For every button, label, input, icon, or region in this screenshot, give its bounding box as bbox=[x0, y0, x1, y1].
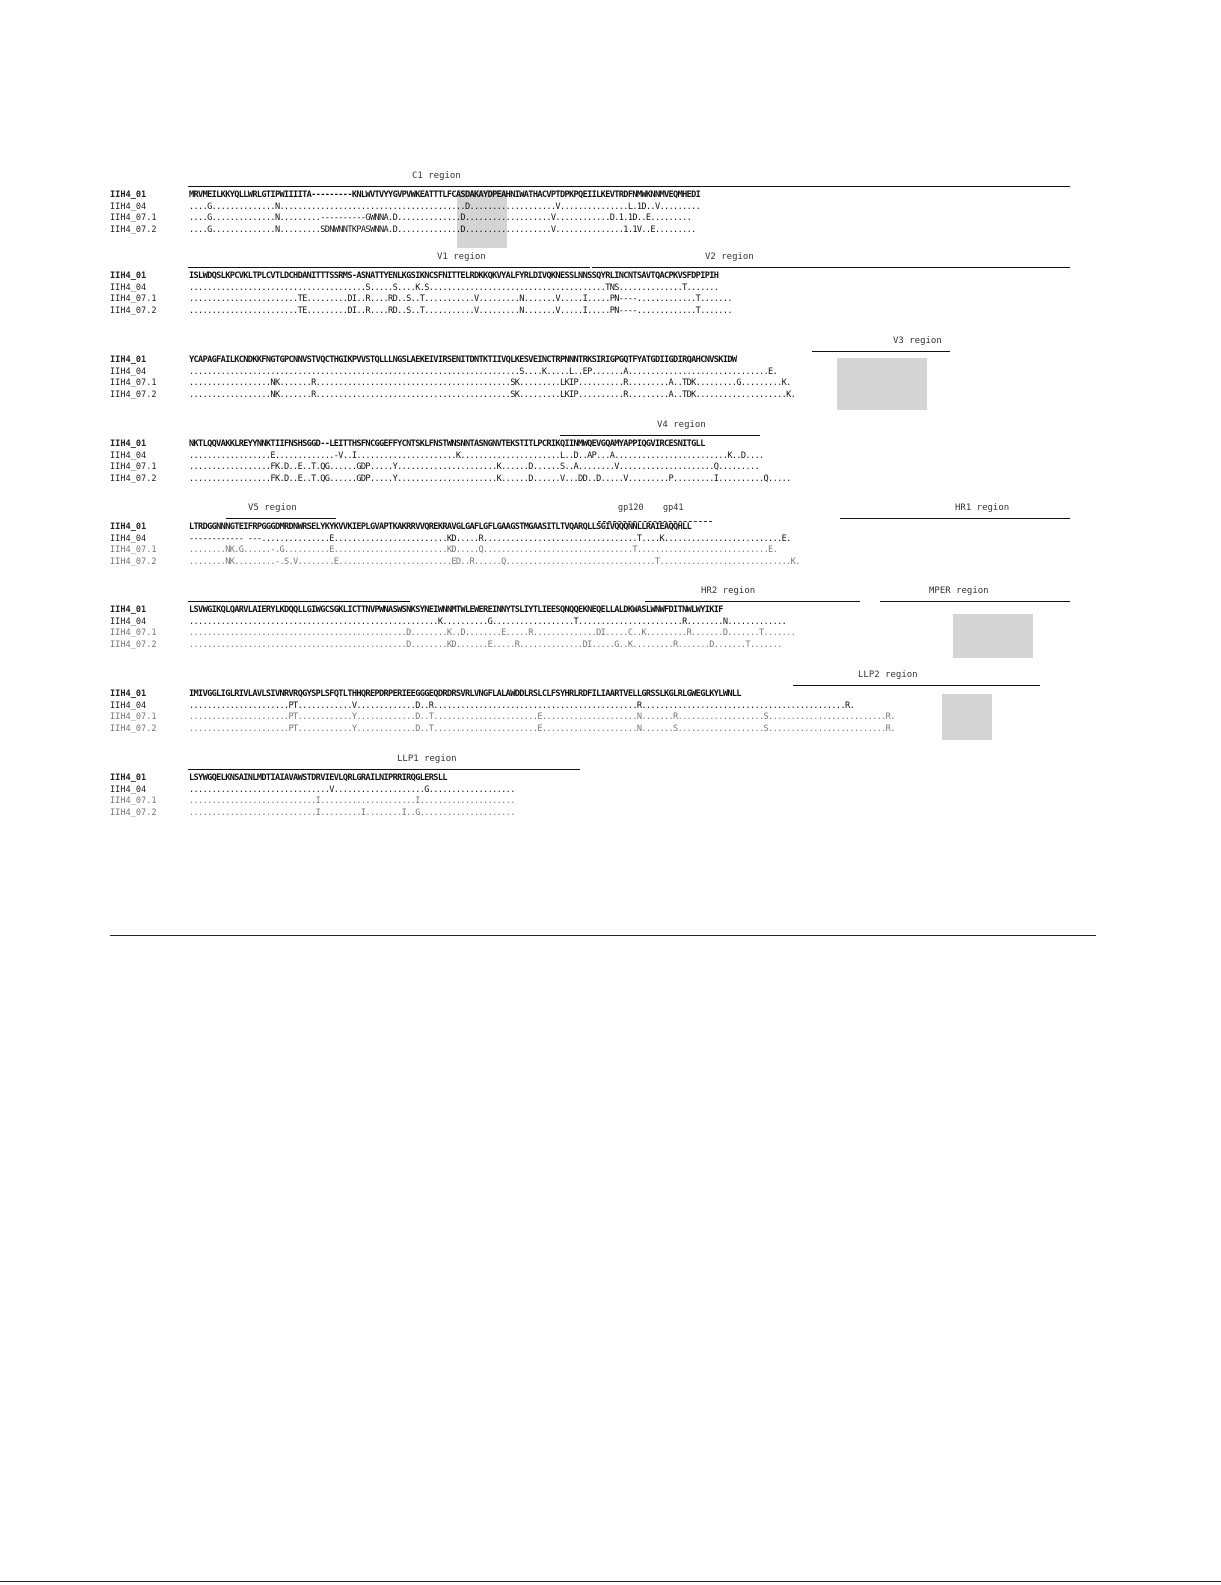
region-label: LLP2 region bbox=[858, 670, 918, 680]
sequence-residues: ISLWDQSLKPCVKLTPLCVTLDCHDANITTTSSRMS-ASNATTYENLKGSIKNCSFNITTELRDKKQKVYALFYRLDIVQKNESSLNNSSQYRLINCNTSAVTQACPKVSFDPIPIH bbox=[189, 271, 719, 281]
sequence-residues: ..................FK.D..E..T.QG......GDP.....Y......................K......D......V...DD..D.....V.........P.........I..........Q..... bbox=[189, 473, 791, 484]
page-footer-rule bbox=[0, 1581, 1221, 1582]
sequence-residues: ......................PT............Y.............D..T.......................E.....................N.......S...................S..........................R. bbox=[189, 723, 895, 734]
sequence-residues: ......................PT............Y.............D..T.......................E.....................N.......R...................S..........................R. bbox=[189, 712, 895, 722]
sequence-name: IIH4_07.2 bbox=[110, 389, 157, 400]
sequence-residues: ................................................D........K..D........E.....R..............DI.....C..K.........R.......D.......T....... bbox=[189, 628, 796, 638]
region-bar bbox=[560, 435, 760, 436]
sequence-row bbox=[0, 723, 1221, 736]
sequence-residues: ................................................D........KD.......E.....R..............DI.....G..K.........R.......D.......T....... bbox=[189, 639, 782, 650]
sequence-residues: ..................NK.......R...........................................SK.........LKIP..........R.........A..TDK....................K. bbox=[189, 389, 796, 400]
sequence-residues: ....G..............N.........SDNWNNTKPASWNNA.D..............D...................V...............1.1V..E......... bbox=[189, 224, 696, 235]
sequence-residues: LSVWGIKQLQARVLAIERYLKDQQLLGIWGCSGKLICTTNVPWNASWSNKSYNEIWNNMTWLEWEREINNYTSLIYTLIEESQNQQEKNEQELLALDKWASLWNWFDITNWLWYIKIF bbox=[189, 605, 723, 615]
sequence-name: IIH4_04 bbox=[110, 366, 147, 377]
sequence-name: IIH4_04 bbox=[110, 201, 147, 212]
sequence-name: IIH4_07.1 bbox=[110, 712, 157, 722]
sequence-row bbox=[0, 556, 1221, 569]
region-bar bbox=[645, 601, 860, 602]
sequence-residues: ........NK.........-.S.V........E.........................ED..R......Q.................................T.............................K. bbox=[189, 556, 800, 567]
sequence-name: IIH4_01 bbox=[110, 689, 147, 699]
sequence-residues: ........................TE.........DI..R....RD..S..T...........V.........N.......V.....I.....PN----.............T....... bbox=[189, 294, 732, 304]
sequence-name: IIH4_07.2 bbox=[110, 305, 157, 316]
sequence-residues: ..................FK.D..E..T.QG......GDP.....Y......................K......D......S..A........V.....................Q......... bbox=[189, 462, 760, 472]
region-bar bbox=[840, 518, 1070, 519]
sequence-row bbox=[0, 389, 1221, 402]
sequence-name: IIH4_01 bbox=[110, 439, 147, 449]
sequence-name: IIH4_01 bbox=[110, 522, 147, 532]
sequence-residues: ....G..............N.........----------GWNNA.D..............D...................V............D.1.1D..E......... bbox=[189, 213, 692, 223]
sequence-name: IIH4_07.2 bbox=[110, 556, 157, 567]
region-bar bbox=[188, 267, 590, 268]
sequence-residues: IMIVGGLIGLRIVLAVLSIVNRVRQGYSPLSFQTLTHHQREPDRPERIEEGGGEQDRDRSVRLVNGFLALAWDDLRSLCLFSYHRLRDFILIAARTVELLGRSSLKGLRLGWEGLKYLWNLL bbox=[189, 689, 741, 699]
sequence-name: IIH4_04 bbox=[110, 450, 147, 461]
sequence-row bbox=[0, 305, 1221, 318]
sequence-name: IIH4_07.1 bbox=[110, 796, 157, 806]
sequence-name: IIH4_07.2 bbox=[110, 224, 157, 235]
sequence-residues: .......................................................K..........G..................T.......................R........N............. bbox=[189, 616, 787, 627]
region-label: HR1 region bbox=[955, 503, 1010, 513]
sequence-name: IIH4_01 bbox=[110, 190, 147, 200]
sequence-residues: ------------ ---...............E.........................KD.....R..................................T....K..........................E. bbox=[189, 533, 791, 544]
sequence-name: IIH4_07.1 bbox=[110, 213, 157, 223]
sequence-row bbox=[0, 639, 1221, 652]
sequence-row bbox=[0, 473, 1221, 486]
region-label: HR2 region bbox=[701, 586, 756, 596]
region-label: gp120 bbox=[618, 503, 644, 513]
region-label: C1 region bbox=[412, 171, 461, 181]
sequence-name: IIH4_07.1 bbox=[110, 294, 157, 304]
sequence-residues: MRVMEILKKYQLLWRLGTIPWIIIITA---------KNLWVTVYYGVPVWKEATTTLFCASDAKAYDPEAHNIWATHACVPTDPKPQEIILKEVTRDFNMWKNNMVEQMHEDI bbox=[189, 190, 701, 200]
sequence-name: IIH4_01 bbox=[110, 773, 147, 783]
region-label: V5 region bbox=[248, 503, 297, 513]
sequence-name: IIH4_04 bbox=[110, 533, 147, 544]
sequence-name: IIH4_07.2 bbox=[110, 723, 157, 734]
sequence-name: IIH4_07.1 bbox=[110, 628, 157, 638]
sequence-name: IIH4_07.1 bbox=[110, 545, 157, 555]
sequence-residues: ............................I.....................I..................... bbox=[189, 796, 515, 806]
region-bar bbox=[812, 351, 950, 352]
sequence-residues: ........NK.G......-.G..........E.........................KD.....Q.................................T.............................E. bbox=[189, 545, 778, 555]
region-label: V2 region bbox=[705, 252, 754, 262]
sequence-name: IIH4_07.2 bbox=[110, 639, 157, 650]
sequence-residues: ...............................V....................G................... bbox=[189, 784, 515, 795]
sequence-name: IIH4_07.1 bbox=[110, 462, 157, 472]
sequence-row bbox=[0, 224, 1221, 237]
region-bar bbox=[188, 601, 410, 602]
sequence-name: IIH4_01 bbox=[110, 271, 147, 281]
region-label: V3 region bbox=[893, 336, 942, 346]
sequence-residues: LTRDGGNNNGTEIFRPGGGDMRDNWRSELYKYKVVKIEPLGVAPTKAKRRVVQREKRAVGLGAFLGFLGAAGSTMGAASITLTVQARQLLSGIVQQQNNLLRAIEAQQHLL bbox=[189, 522, 692, 532]
region-label: gp41 bbox=[663, 503, 684, 513]
sequence-row bbox=[0, 807, 1221, 820]
region-label: V4 region bbox=[657, 420, 706, 430]
region-bar bbox=[880, 601, 1070, 602]
sequence-name: IIH4_04 bbox=[110, 282, 147, 293]
region-bar bbox=[226, 518, 336, 519]
sequence-residues: NKTLQQVAKKLREYYNNKTIIFNSHSGGD--LEITTHSFNCGGEFFYCNTSKLFNSTWNSNNTASNGNVTEKSTITLPCRIKQIINMWQEVGQAMYAPPIQGVIRCESNITGLL bbox=[189, 439, 705, 449]
sequence-residues: LSYWGQELKNSAINLMDTIAIAVAWSTDRVIEVLQRLGRAILNIPRRIRQGLERSLL bbox=[189, 773, 447, 783]
region-label: V1 region bbox=[437, 252, 486, 262]
sequence-name: IIH4_07.2 bbox=[110, 807, 157, 818]
region-bar bbox=[188, 186, 1070, 187]
sequence-residues: ....G..............N.........................................D...................V...............L.1D..V......... bbox=[189, 201, 701, 212]
sequence-name: IIH4_01 bbox=[110, 355, 147, 365]
sequence-residues: ..................E.............-V..I......................K......................L..D..AP...A.........................K..D.... bbox=[189, 450, 764, 461]
sequence-name: IIH4_04 bbox=[110, 616, 147, 627]
sequence-name: IIH4_07.1 bbox=[110, 378, 157, 388]
sequence-residues: ............................I.........I........I..G..................... bbox=[189, 807, 515, 818]
sequence-name: IIH4_01 bbox=[110, 605, 147, 615]
section-rule bbox=[110, 935, 1096, 936]
region-bar bbox=[592, 267, 1070, 268]
sequence-name: IIH4_07.2 bbox=[110, 473, 157, 484]
sequence-residues: ..................NK.......R...........................................SK.........LKIP..........R.........A..TDK.........G.........K. bbox=[189, 378, 791, 388]
region-label: MPER region bbox=[929, 586, 989, 596]
sequence-residues: ........................TE.........DI..R....RD..S..T...........V.........N.......V.....I.....PN----.............T....... bbox=[189, 305, 732, 316]
sequence-residues: .........................................................................S....K.....L..EP.......A...............................E. bbox=[189, 366, 778, 377]
region-bar bbox=[793, 685, 1040, 686]
sequence-name: IIH4_04 bbox=[110, 784, 147, 795]
sequence-residues: ......................PT............V.............D..R.............................................R.............................................R. bbox=[189, 700, 855, 711]
region-label: LLP1 region bbox=[397, 754, 457, 764]
sequence-name: IIH4_04 bbox=[110, 700, 147, 711]
region-bar bbox=[188, 769, 580, 770]
sequence-residues: YCAPAGFAILKCNDKKFNGTGPCNNVSTVQCTHGIKPVVSTQLLLNGSLAEKEIVIRSENITDNTKTIIVQLKESVEINCTRPNNNTRKSIRIGPGQTFYATGDIIGDIRQAHCNVSKIDW bbox=[189, 355, 737, 365]
sequence-residues: .......................................S.....S....K.S.......................................TNS..............T....... bbox=[189, 282, 719, 293]
